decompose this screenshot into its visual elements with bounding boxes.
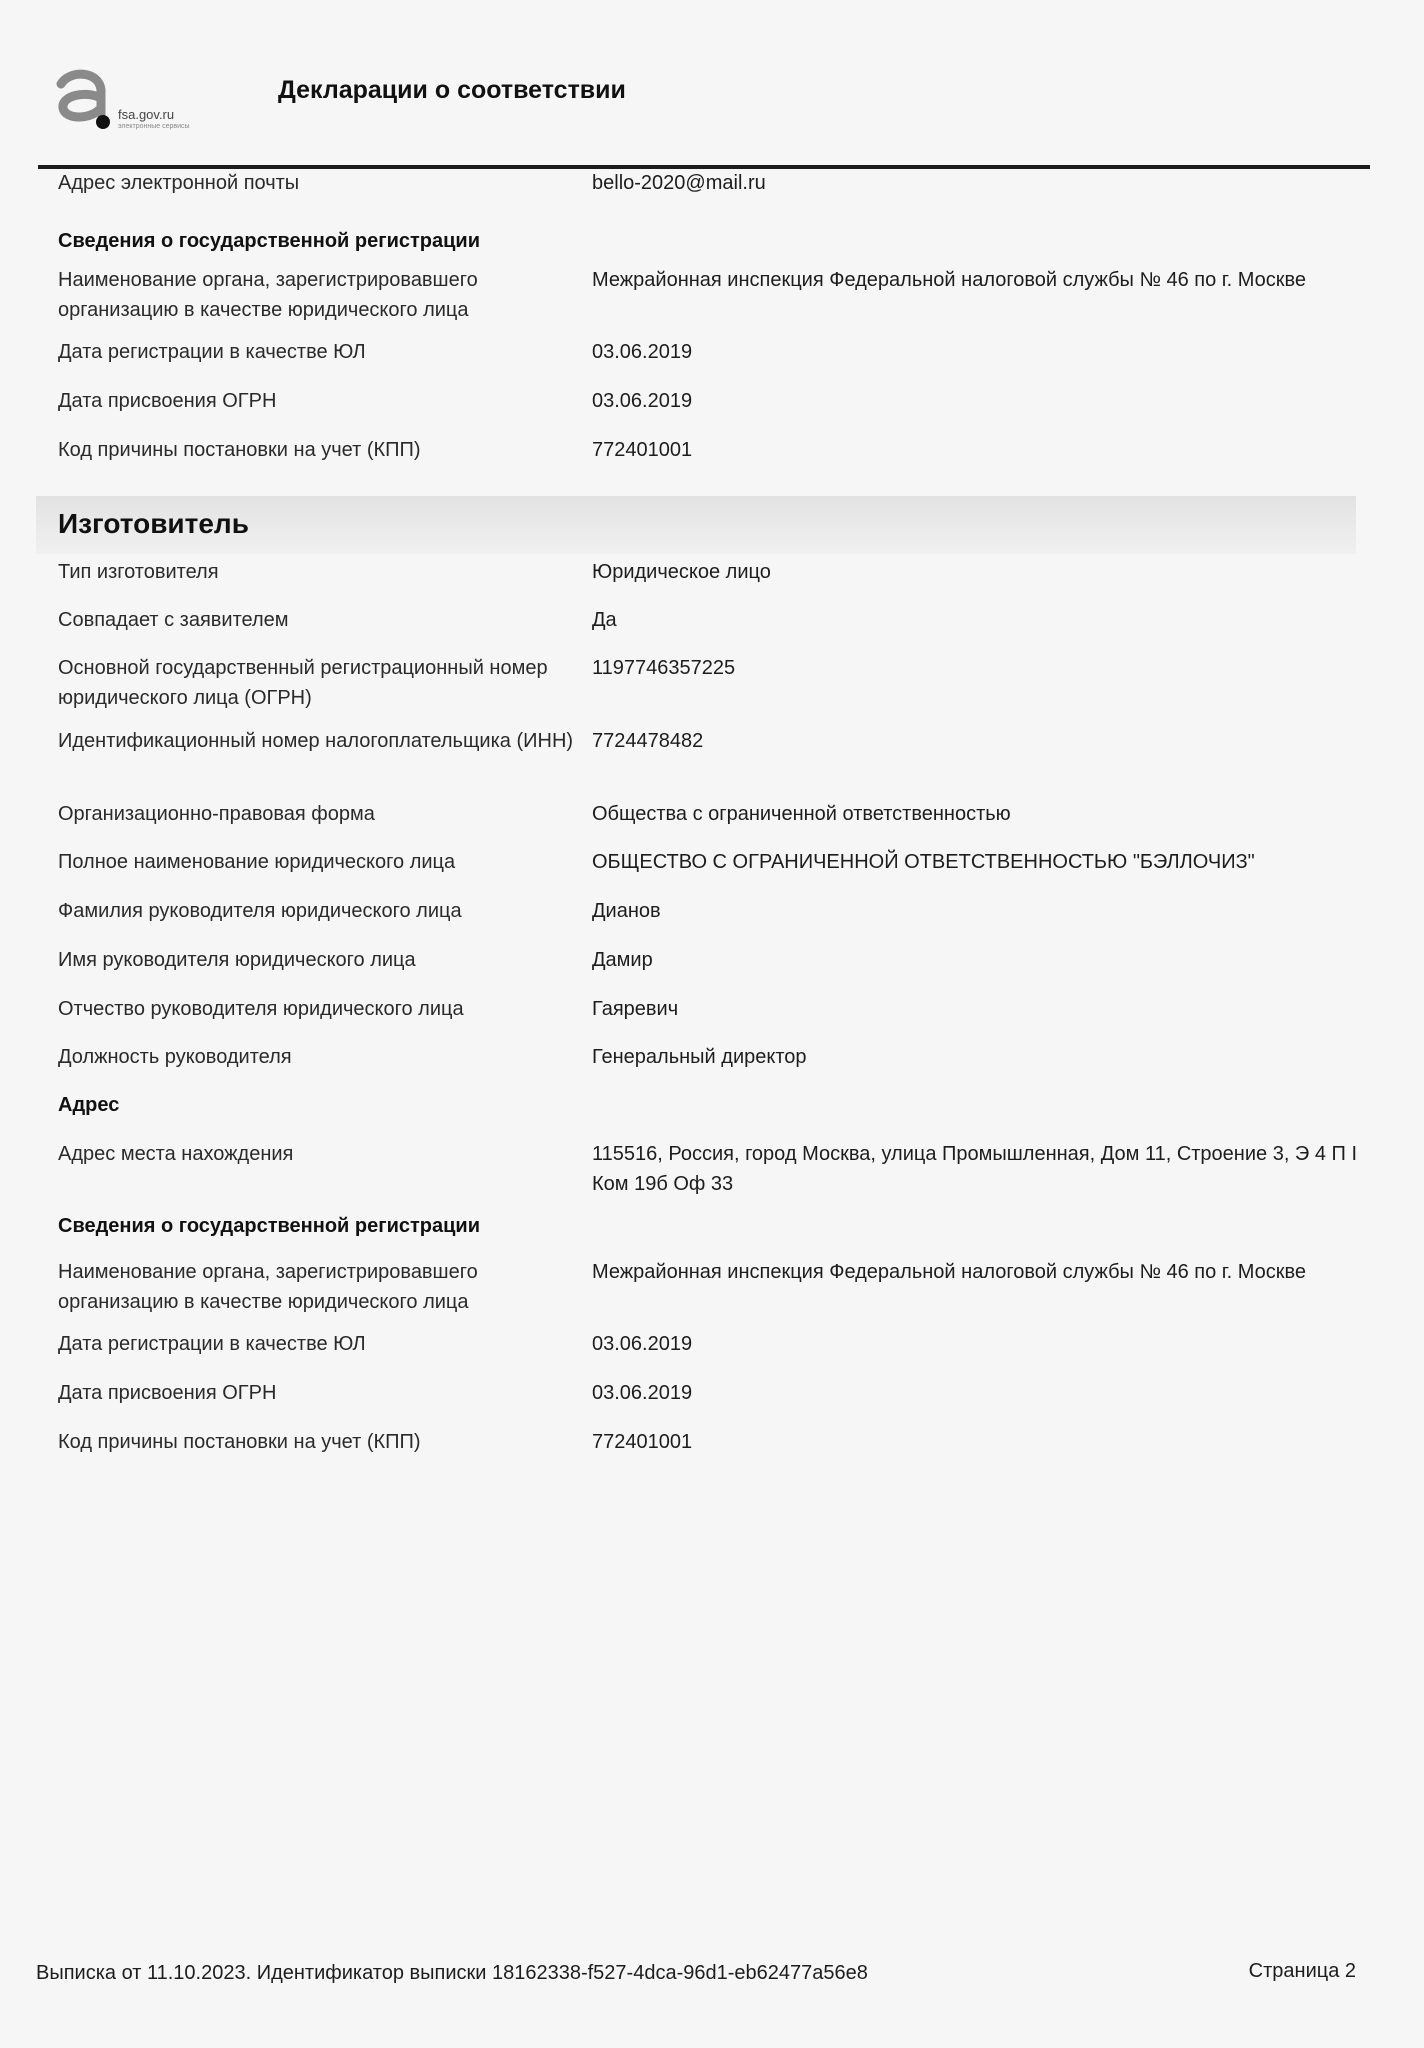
footer-extract-info: Выписка от 11.10.2023. Идентификатор выписки 18162338-f527-4dca-96d1-eb62477a56e8: [36, 1962, 868, 1984]
field-value: Юридическое лицо: [592, 561, 771, 583]
field-label: Фамилия руководителя юридического лица: [58, 900, 462, 922]
field-label: Наименование органа, зарегистрировавшего организацию в качестве юридического лица: [58, 1261, 478, 1313]
field-value: 1197746357225: [592, 657, 736, 679]
section-title: Изготовитель: [58, 508, 249, 539]
fsa-logo-icon: [55, 68, 115, 132]
field-label: Дата присвоения ОГРН: [58, 1382, 277, 1404]
field-value: Гаяревич: [592, 998, 679, 1020]
field-value: 772401001: [592, 1431, 693, 1453]
field-value: Межрайонная инспекция Федеральной налоговой службы № 46 по г. Москве: [592, 269, 1307, 291]
field-value: 03.06.2019: [592, 1382, 693, 1404]
field-label: Код причины постановки на учет (КПП): [58, 439, 421, 461]
field-value: Дамир: [592, 949, 653, 971]
field-value: Межрайонная инспекция Федеральной налоговой службы № 46 по г. Москве: [592, 1261, 1307, 1283]
field-value: Общества с ограниченной ответственностью: [592, 803, 1011, 825]
field-label: Адрес электронной почты: [58, 172, 300, 194]
field-value: 772401001: [592, 439, 693, 461]
field-value: Дианов: [592, 900, 661, 922]
field-value: 7724478482: [592, 730, 704, 752]
field-value: Генеральный директор: [592, 1046, 807, 1068]
field-value: 03.06.2019: [592, 341, 693, 363]
field-label: Полное наименование юридического лица: [58, 851, 456, 873]
field-label: Адрес места нахождения: [58, 1143, 294, 1165]
field-label: Дата регистрации в качестве ЮЛ: [58, 1333, 366, 1355]
field-label: Совпадает с заявителем: [58, 609, 289, 631]
logo-text: fsa.gov.ru: [118, 107, 175, 122]
field-label: Имя руководителя юридического лица: [58, 949, 416, 971]
logo-subtext: электронные сервисы: [118, 123, 190, 130]
field-label: Дата присвоения ОГРН: [58, 390, 277, 412]
field-label: Идентификационный номер налогоплательщика (ИНН): [58, 730, 574, 752]
field-value: bello-2020@mail.ru: [592, 172, 766, 194]
section-header-manufacturer: [36, 496, 1356, 554]
subheading-address: Адрес: [58, 1094, 120, 1116]
field-label: Код причины постановки на учет (КПП): [58, 1431, 421, 1453]
field-label: Основной государственный регистрационный номер юридического лица (ОГРН): [58, 657, 548, 709]
field-value: Да: [592, 609, 617, 631]
field-value: 115516, Россия, город Москва, улица Промышленная, Дом 11, Строение 3, Э 4 П I Ком 19б Оф 33: [592, 1143, 1358, 1195]
page-title: Декларации о соответствии: [278, 76, 626, 104]
subheading-registration: Сведения о государственной регистрации: [58, 1215, 481, 1237]
field-label: Организационно-правовая форма: [58, 803, 375, 825]
field-label: Наименование органа, зарегистрировавшего организацию в качестве юридического лица: [58, 269, 478, 321]
subheading-registration: Сведения о государственной регистрации: [58, 230, 481, 252]
field-value: 03.06.2019: [592, 1333, 693, 1355]
field-label: Должность руководителя: [58, 1046, 292, 1068]
field-label: Дата регистрации в качестве ЮЛ: [58, 341, 366, 363]
field-value: 03.06.2019: [592, 390, 693, 412]
footer-page-number: Страница 2: [1248, 1960, 1356, 1982]
field-label: Отчество руководителя юридического лица: [58, 998, 464, 1020]
field-value: ОБЩЕСТВО С ОГРАНИЧЕННОЙ ОТВЕТСТВЕННОСТЬЮ "БЭЛЛОЧИЗ": [592, 851, 1255, 873]
field-label: Тип изготовителя: [58, 561, 219, 583]
